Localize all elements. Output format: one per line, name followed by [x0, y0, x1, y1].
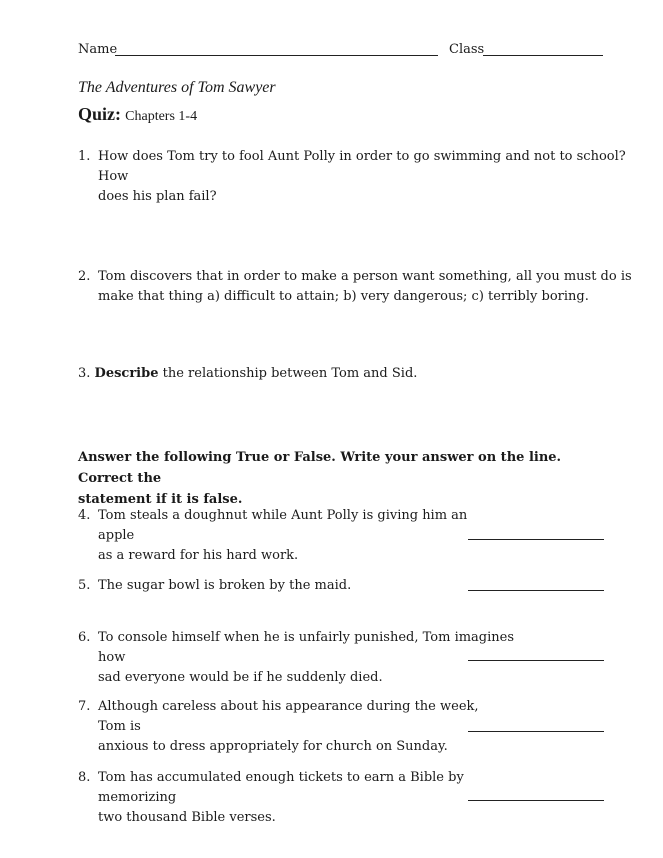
class-field[interactable]: [483, 55, 603, 56]
question-7: [78, 697, 498, 757]
instructions-line: Answer the following True or False. Write your answer on the line. Correct the: [78, 450, 562, 486]
statement-text: Tom has accumulated enough tickets to earn a Bible by memorizing: [98, 770, 464, 805]
quiz-chapters: Chapters 1-4: [125, 109, 198, 124]
question-8: [78, 768, 518, 828]
quiz-heading: [78, 104, 197, 125]
quiz-label: Quiz:: [78, 104, 121, 124]
question-text: How does Tom try to fool Aunt Polly in order to go swimming and not to school? How: [98, 149, 626, 184]
statement-text: anxious to dress appropriately for church on Sunday.: [98, 739, 448, 754]
question-number: 2.: [78, 269, 91, 284]
statement-text: two thousand Bible verses.: [98, 810, 276, 825]
answer-line-7[interactable]: [468, 731, 604, 732]
question-number: 1.: [78, 149, 91, 164]
statement-text: as a reward for his hard work.: [98, 548, 299, 563]
answer-line-8[interactable]: [468, 800, 604, 801]
name-label: Name: [78, 42, 118, 57]
question-number: 7.: [78, 699, 91, 714]
statement-text: The sugar bowl is broken by the maid.: [98, 578, 352, 593]
question-5: [78, 576, 498, 596]
statement-text: Tom steals a doughnut while Aunt Polly is giving him an apple: [98, 508, 468, 543]
answer-line-4[interactable]: [468, 539, 604, 540]
answer-line-5[interactable]: [468, 590, 604, 591]
question-1: [78, 147, 638, 207]
question-keyword: Describe: [94, 366, 159, 381]
name-field[interactable]: [115, 55, 438, 56]
book-title: The Adventures of Tom Sawyer: [78, 79, 276, 96]
question-number: 8.: [78, 770, 91, 785]
question-text: make that thing a) difficult to attain; b) very dangerous; c) terribly boring.: [98, 289, 589, 304]
statement-text: sad everyone would be if he suddenly died.: [98, 670, 383, 685]
class-label: Class: [449, 42, 485, 57]
question-number: 5.: [78, 578, 91, 593]
question-2: [78, 267, 638, 307]
true-false-instructions: [78, 447, 618, 510]
answer-line-6[interactable]: [468, 660, 604, 661]
question-3: [78, 364, 638, 384]
question-number: 6.: [78, 630, 91, 645]
question-text: the relationship between Tom and Sid.: [162, 366, 418, 381]
question-text: Tom discovers that in order to make a person want something, all you must do is: [98, 269, 632, 284]
instructions-line: statement if it is false.: [78, 492, 243, 507]
statement-text: Although careless about his appearance during the week, Tom is: [98, 699, 479, 734]
question-text: does his plan fail?: [98, 189, 217, 204]
statement-text: To console himself when he is unfairly punished, Tom imagines how: [98, 630, 515, 665]
question-number: 4.: [78, 508, 91, 523]
question-4: [78, 506, 498, 566]
question-6: [78, 628, 518, 688]
question-number: 3.: [78, 366, 91, 381]
